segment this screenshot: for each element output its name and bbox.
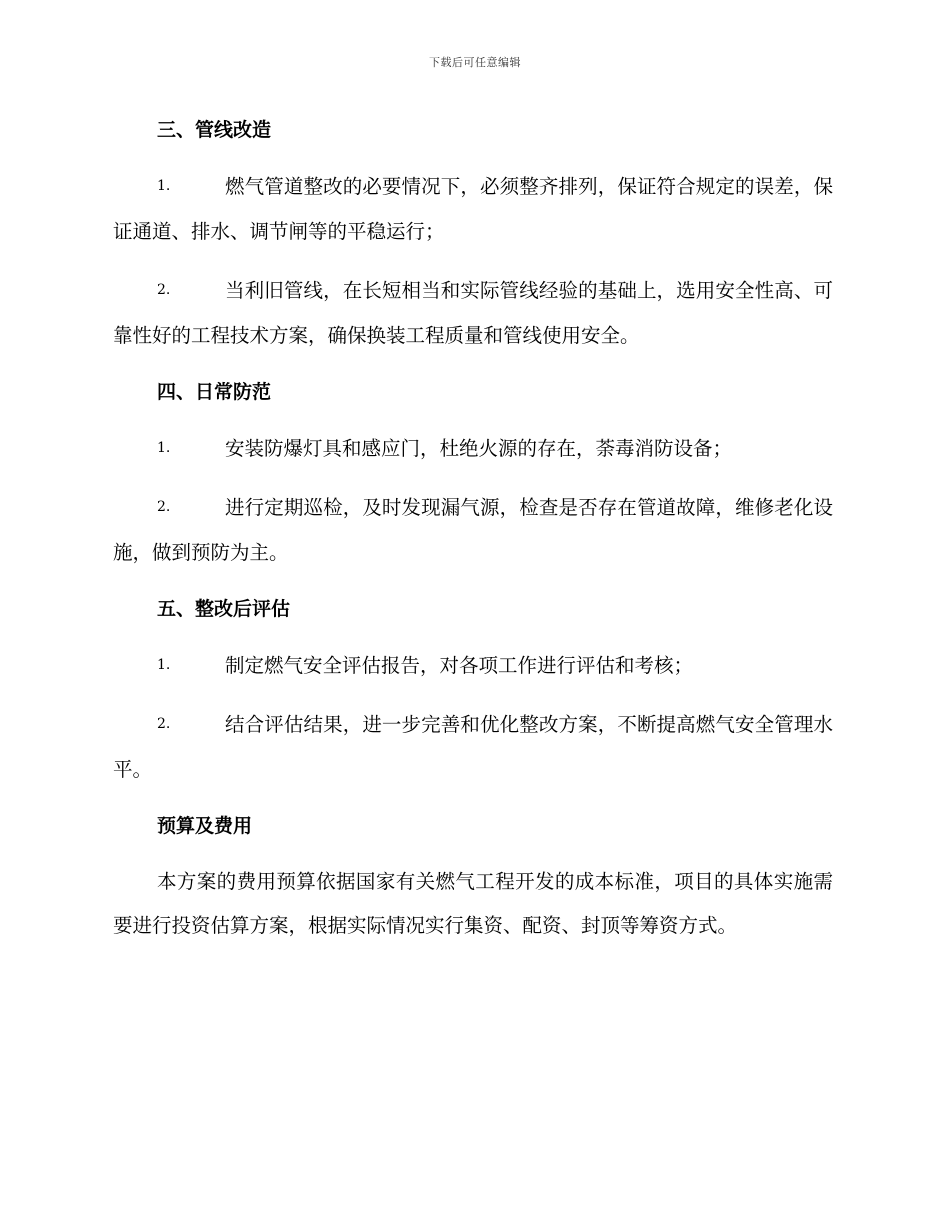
list-item-number: 2. xyxy=(157,282,171,298)
list-item xyxy=(113,485,833,575)
document-body xyxy=(113,108,833,948)
list-item-text: 安装防爆灯具和感应门，杜绝火源的存在，荼毒消防设备； xyxy=(225,437,733,460)
list-item-number: 1. xyxy=(157,178,171,194)
budget-paragraph: 本方案的费用预算依据国家有关燃气工程开发的成本标准，项目的具体实施需要进行投资估算方案，根据实际情况实行集资、配资、封顶等筹资方式。 xyxy=(113,870,833,937)
list-item xyxy=(113,268,833,358)
list-item xyxy=(113,164,833,254)
list-item xyxy=(113,426,833,471)
page-header-note: 下载后可任意编辑 xyxy=(429,56,521,69)
list-item xyxy=(113,643,833,688)
list-item-number: 2. xyxy=(157,499,171,515)
list-item-number: 2. xyxy=(157,716,171,732)
section-heading-evaluation: 五、整改后评估 xyxy=(157,598,291,620)
list-item-text: 制定燃气安全评估报告，对各项工作进行评估和考核； xyxy=(225,654,694,677)
section-heading-budget: 预算及费用 xyxy=(157,815,253,837)
list-item-text: 进行定期巡检，及时发现漏气源，检查是否存在管道故障，维修老化设施，做到预防为主。 xyxy=(113,496,833,564)
section-heading-daily-prevention: 四、日常防范 xyxy=(157,381,272,403)
section-heading-pipeline: 三、管线改造 xyxy=(157,119,272,141)
list-item-number: 1. xyxy=(157,657,171,673)
list-item-number: 1. xyxy=(157,440,171,456)
list-item xyxy=(113,702,833,792)
list-item-text: 当利旧管线，在长短相当和实际管线经验的基础上，选用安全性高、可靠性好的工程技术方案，确保换装工程质量和管线使用安全。 xyxy=(113,279,833,347)
list-item-text: 结合评估结果，进一步完善和优化整改方案，不断提高燃气安全管理水平。 xyxy=(113,713,833,781)
list-item-text: 燃气管道整改的必要情况下，必须整齐排列，保证符合规定的误差，保证通道、排水、调节闸等的平稳运行； xyxy=(113,175,833,243)
